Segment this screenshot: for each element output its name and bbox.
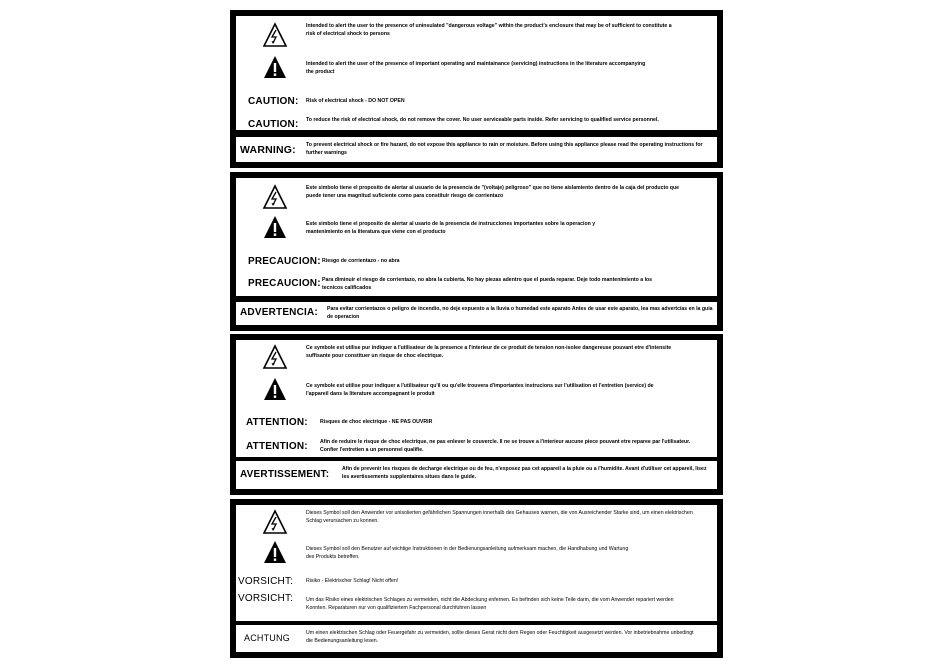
exclamation-symbol-description: Este simbolo tiene el proposito de alertar al usario de la presencia de instrucciones importantes sobre la operacion y mantenimiento en la literatura que viene con el producto — [306, 221, 596, 235]
vorsicht-label: VORSICHT: — [238, 576, 294, 587]
safety-panel-spanish — [230, 172, 723, 331]
vorsicht-label: VORSICHT: — [238, 593, 294, 604]
warning-label: WARNING: — [240, 144, 296, 156]
avertissement-text: Afin de prevenir les risques de decharge electrique ou de feu, n'exposez pas cet appareil a la pluie ou a l'humidite. Avant d'utiliser cet appareil, lisez les avertissements supplentaires situes dans le guide. — [342, 466, 707, 480]
caution-label: CAUTION: — [248, 119, 299, 130]
exclamation-warning-icon — [262, 54, 288, 80]
exclamation-symbol-description: Intended to alert the user of the presence of important operating and maintainance (servicing) instructions in the literature accompanying the product — [306, 61, 646, 75]
achtung-box — [236, 625, 717, 652]
lightning-warning-icon — [262, 344, 288, 370]
caution-label: CAUTION: — [248, 96, 299, 107]
advertencia-label: ADVERTENCIA: — [240, 307, 318, 318]
caution-text: To reduce the risk of electrical shock, do not remove the cover. No user serviceable parts inside. Refer servicing to qualified service personnel. — [306, 117, 659, 123]
achtung-label: ACHTUNG — [244, 633, 290, 643]
attention-text: Afin de reduire le risque de choc electrique, ne pas enlever le couvercle. Il ne se trouve a l'interieur aucune piece pouvant etre reparee par l'utilisateur. Confier l'entretien a un personnel qualifie. — [320, 439, 691, 453]
avertissement-box — [236, 461, 717, 489]
vorsicht-text: Risiko - Elektrischer Schlag! Nicht offen! — [306, 578, 399, 584]
safety-panel-english — [230, 10, 723, 168]
attention-label: ATTENTION: — [246, 417, 308, 428]
exclamation-warning-icon — [262, 376, 288, 402]
advertencia-box — [236, 302, 717, 325]
precaucion-label: PRECAUCION: — [248, 256, 321, 267]
exclamation-symbol-description: Dieses Symbol soll den Benutzer auf wichtige Instruktionen in der Bedienungsanleitung aufmerksam machen, die Handhabung und Wartung des Produkts betreffen. — [306, 546, 629, 560]
exclamation-warning-icon — [262, 539, 288, 565]
warning-text: To prevent electrical shock or fire hazard, do not expose this appliance to rain or moisture. Before using this appliance please read the operating instructions for further warnings — [306, 142, 703, 156]
lightning-symbol-description: Intended to alert the user to the presence of uninsulated "dangerous voltage" within the product's enclosure that may be of sufficient to constitute a risk of electrical shock to persons — [306, 23, 672, 37]
exclamation-warning-icon — [262, 214, 288, 240]
lightning-symbol-description: Este simbolo tiene el proposito de alertar al usuario de la presencia de "(voltaje) peligroso" que no tiene aislamiento dentro de la caja del producto que puede tener una magnitud suficiente como para constituir riesgo de corrientazo — [306, 185, 680, 199]
safety-panel-body — [236, 340, 717, 457]
precaucion-text: Riesgo de corrientazo - no abra — [322, 258, 400, 264]
lightning-warning-icon — [262, 509, 288, 535]
precaucion-text: Para diminuir el riesgo de corrientazo, no abra la cubierta. No hay piezas adentro que el pueda reparar. Deje todo mantenimiento a los tecnicos calificados — [322, 277, 653, 291]
attention-label: ATTENTION: — [246, 441, 308, 452]
advertencia-text: Para evitar corrientazos o peligro de incendio, no deje expuesto a la lluvia o humedad este aparato Antes de usar este aparato, lea mas advertcias en la guia de operacion — [327, 306, 713, 320]
caution-text: Risk of electrical shock - DO NOT OPEN — [306, 98, 405, 104]
safety-panel-body — [236, 16, 717, 130]
attention-text: Risques de choc electrique - NE PAS OUVRIR — [320, 419, 433, 425]
lightning-symbol-description: Ce symbole est utilise pur indiquer a l'utilisateur de la presence a l'interieur de ce produit de tension non-isolee dangereuse pouvant etre d'intensite suffisante pour constituer un risque de choc electrique. — [306, 345, 672, 359]
lightning-warning-icon — [262, 22, 288, 48]
precaucion-label: PRECAUCION: — [248, 278, 321, 289]
achtung-text: Um einen elektrischen Schlag oder Feuergefahr zu vermeiden, sollte dieses Gerat nicht dem Regen oder Feuchtigkeit ausgesetzt werden. Vor inbetriebnahme unbedingt die Bedienungsanleitung lesen. — [306, 630, 694, 644]
safety-panel-french — [230, 334, 723, 495]
avertissement-label: AVERTISSEMENT: — [240, 469, 330, 480]
safety-panel-body — [236, 505, 717, 621]
warning-box — [236, 137, 717, 162]
exclamation-symbol-description: Ce symbole est utilise pour indiquer a l'utilisateur qu'il ou qu'elle trouvera d'importantes instrucions sur l'utilisation et l'entretien (service) de l'appareil dans la literature accompagnant le produit — [306, 383, 654, 397]
safety-panel-german — [230, 499, 723, 658]
safety-panel-body — [236, 178, 717, 296]
lightning-warning-icon — [262, 184, 288, 210]
vorsicht-text: Um das Risiko eines elektrischen Schlages zu vermeiden, nicht die Abdeckung enfernen. Es befinden sich keine Teile darin, die vom Anwender repariert werden Konnten. Reparaturen nur von qualifiziertem Fachpersonal durchfuhren lassen — [306, 597, 674, 611]
lightning-symbol-description: Dieses Symbol soll den Anwender vor unisolierten gefährlichen Spannungen innerhalb des Gehauses warnen, die von Ausreichender Starke sind, um einen elektrischen Schlag verursachen zu konnen. — [306, 510, 693, 524]
